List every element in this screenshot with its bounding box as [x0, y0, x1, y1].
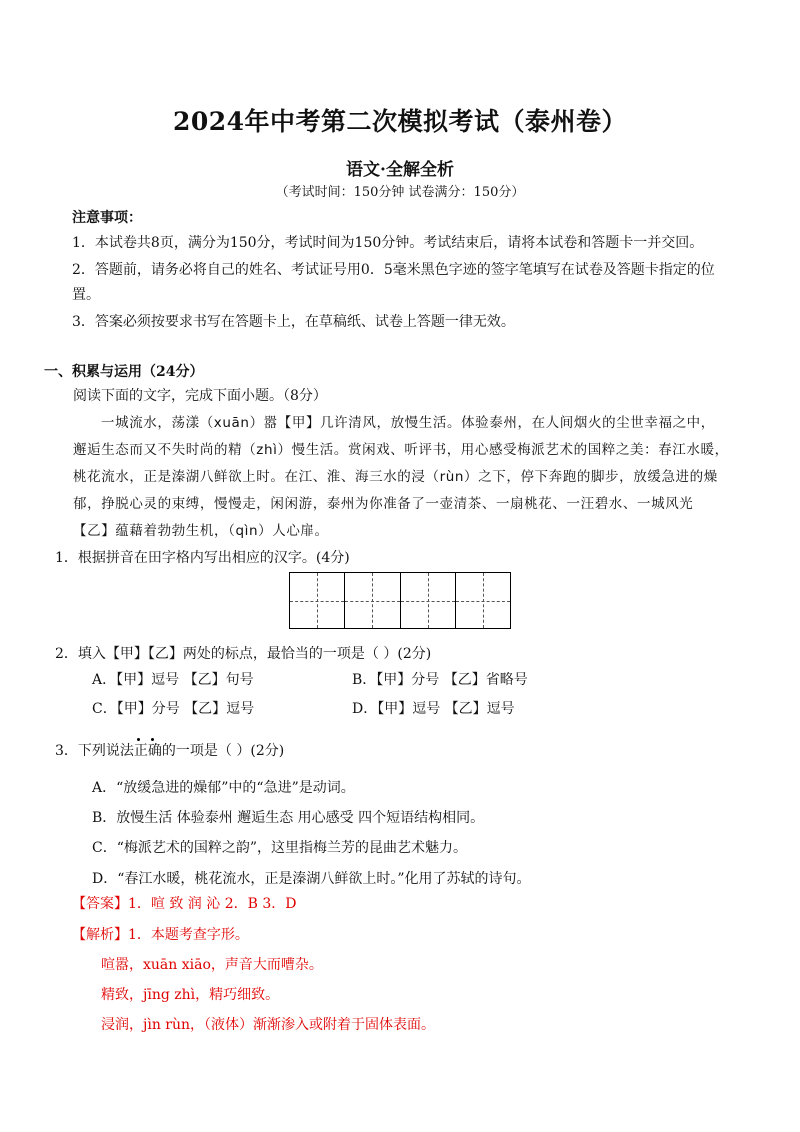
passage-line-2: 邂逅生态而又不失时尚的精（zhì）慢生活。赏闲戏、听评书，用心感受梅派艺术的国粹之美：春江水暖，: [73, 442, 729, 458]
option-content: 【甲】分号 【乙】省略号: [376, 672, 528, 688]
option-content: 【甲】逗号 【乙】逗号: [377, 701, 515, 717]
section-instruction: 阅读下面的文字，完成下面小题。（8分）: [73, 388, 327, 404]
analysis-item-3: 浸润，jìn rùn，（液体）渐渐渗入或附着于固体表面。: [101, 1017, 436, 1033]
answer-label: 【答案】: [72, 896, 128, 912]
notice-heading: 注意事项：: [72, 210, 142, 226]
option-letter: D．: [352, 701, 378, 717]
option-content: 【甲】分号 【乙】逗号: [116, 701, 255, 717]
exam-info: （考试时间：150分钟 试卷满分：150分）: [275, 185, 525, 200]
passage-line-5: 【乙】蕴藉着勃勃生机，（qìn）人心扉。: [73, 523, 329, 539]
page-title: 2024年中考第二次模拟考试（泰州卷）: [172, 107, 628, 136]
q3-option-d: D．“春江水暖，桃花流水，正是溱湖八鲜欲上时。”化用了苏轼的诗句。: [92, 871, 531, 887]
passage-line-4: 郁，挣脱心灵的束缚，慢慢走，闲闲游，泰州为你准备了一壶清茶、一扇桃花、一汪碧水、一城风光: [73, 496, 694, 512]
grid-cell: [345, 573, 400, 628]
notice-item-3: 3．答案必须按要求书写在答题卡上，在草稿纸、试卷上答题一律无效。: [72, 314, 515, 330]
q3-option-c: C．“梅派艺术的国粹之韵”，这里指梅兰芳的昆曲艺术魅力。: [92, 840, 468, 856]
option-letter: A．: [92, 672, 117, 688]
question-1: 1．根据拼音在田字格内写出相应的汉字。(4分): [55, 550, 350, 566]
notice-item-2-cont: 置。: [72, 287, 100, 303]
option-letter: B．: [352, 672, 377, 688]
option-content: 【甲】逗号 【乙】句号: [116, 672, 254, 688]
analysis-label: 【解析】: [72, 927, 128, 943]
q2-option-b: [352, 670, 528, 690]
question-3: 3．下列说法正确的一项是（ ）(2分): [55, 743, 285, 759]
analysis-content: 1．本题考查字形。: [128, 927, 249, 943]
passage-line-3: 桃花流水，正是溱湖八鲜欲上时。在江、淮、海三水的浸（rùn）之下，停下奔跑的脚步，放缓急进的燥: [73, 469, 718, 485]
q2-option-c: [92, 699, 254, 719]
option-letter: C．: [92, 701, 117, 717]
analysis-item-1: 喧嚣，xuān xiāo，声音大而嘈杂。: [101, 957, 323, 973]
analysis-item-2: 精致，jīng zhì，精巧细致。: [101, 987, 280, 1003]
q2-option-a: [92, 670, 254, 690]
section-heading: 一、积累与运用（24分）: [44, 364, 204, 380]
grid-cell: [290, 573, 345, 628]
notice-item-2: 2．答题前，请务必将自己的姓名、考试证号用0．5毫米黑色字迹的签字笔填写在试卷及答题卡指定的位: [72, 262, 715, 278]
page-subtitle: 语文·全解全析: [346, 160, 454, 180]
grid-cell: [456, 573, 510, 628]
q3-option-a: A．“放缓急进的燥郁”中的“急进”是动词。: [92, 780, 355, 796]
tianzige-grid: [289, 572, 511, 629]
question-2: 2．填入【甲】【乙】两处的标点，最恰当的一项是（ ）(2分): [55, 646, 432, 662]
notice-item-1: 1．本试卷共8页，满分为150分，考试时间为150分钟。考试结束后，请将本试卷和答题卡一并交回。: [72, 235, 704, 251]
q3-option-b: B．放慢生活 体验泰州 邂逅生态 用心感受 四个短语结构相同。: [92, 810, 485, 826]
answer-line: [72, 894, 297, 914]
answer-content: 1．喧 致 润 沁 2．B 3．D: [128, 896, 297, 912]
analysis-line: [72, 925, 249, 945]
q2-option-d: [352, 699, 515, 719]
passage-line-1: 一城流水，荡漾（xuān）嚣【甲】几许清风，放慢生活。体验泰州，在人间烟火的尘世幸福之中，: [101, 415, 715, 431]
grid-cell: [401, 573, 456, 628]
